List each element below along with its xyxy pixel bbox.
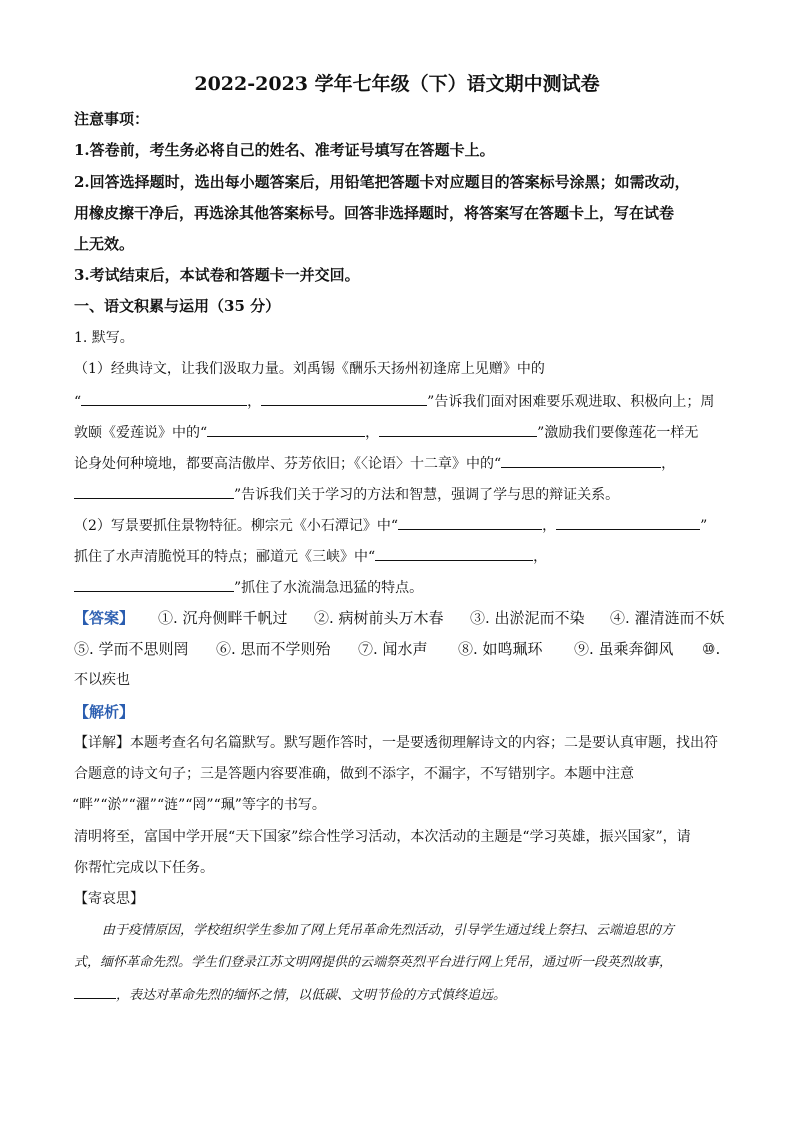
question-1-label: 1. 默写。 xyxy=(74,330,134,346)
passage-answer-blank[interactable] xyxy=(74,985,116,999)
page-title: 2022-2023 学年七年级（下）语文期中测试卷 xyxy=(194,73,600,95)
part-2-b-start: 抓住了水声清脆悦耳的特点；郦道元《三峡》中“ xyxy=(74,549,376,565)
answer-item-5: ⑤. 学而不思则罔 xyxy=(74,640,189,658)
context-line-2: 你帮忙完成以下任务。 xyxy=(74,860,214,876)
answer-blank-1[interactable] xyxy=(81,390,247,406)
part-2-close-quote: ” xyxy=(700,518,708,534)
question-1-part-2-line-c xyxy=(74,576,423,598)
context-line-1: 清明将至，富国中学开展“天下国家”综合性学习活动，本次活动的主题是“学习英雄，振兴国家”，请 xyxy=(74,829,691,845)
section-jiaisi: 【寄哀思】 xyxy=(74,891,144,907)
detail-line-2: 合题意的诗文句子；三是答题内容要准确，做到不添字，不漏字，不写错别字。本题中注意 xyxy=(74,766,634,782)
notice-item-2-line-2: 用橡皮擦干净后，再选涂其他答案标号。回答非选择题时，将答案写在答题卡上，写在试卷 xyxy=(74,204,675,222)
comma: ， xyxy=(533,549,548,565)
detail-line-1: 【详解】本题考查名句名篇默写。默写题作答时，一是要透彻理解诗文的内容；二是要认真审题，找出符 xyxy=(74,735,718,751)
comma: ， xyxy=(542,518,557,534)
line-e-end: ”告诉我们关于学习的方法和智慧，强调了学与思的辩证关系。 xyxy=(234,487,620,503)
line-c-start: 敦颐《爱莲说》中的“ xyxy=(74,425,208,441)
line-c-end: ”激励我们要像莲花一样无 xyxy=(537,425,699,441)
answer-blank-4[interactable] xyxy=(379,421,537,437)
notice-item-2-line-3: 上无效。 xyxy=(74,235,135,253)
answer-blank-9[interactable] xyxy=(375,545,533,561)
answer-item-9: ⑨. 虽乘奔御风 xyxy=(574,640,674,658)
question-1-part-1-intro: （1）经典诗文，让我们汲取力量。刘禹锡《酬乐天扬州初逢席上见赠》中的 xyxy=(74,361,545,377)
notice-item-3: 3.考试结束后，本试卷和答题卡一并交回。 xyxy=(74,266,360,284)
answer-blank-7[interactable] xyxy=(398,514,542,530)
answer-blank-8[interactable] xyxy=(556,514,700,530)
passage-line-1: 由于疫情原因，学校组织学生参加了网上凭吊革命先烈活动，引导学生通过线上祭扫、云端追思的方 xyxy=(102,923,675,938)
answer-blank-2[interactable] xyxy=(261,390,427,406)
part-2-c-end: ”抓住了水流湍急迅猛的特点。 xyxy=(234,580,424,596)
answer-item-6: ⑥. 思而不学则殆 xyxy=(216,640,331,658)
question-1-line-b xyxy=(74,390,714,412)
section-heading: 一、语文积累与运用（35 分） xyxy=(74,297,281,315)
answer-tail: 不以疾也 xyxy=(74,672,130,688)
passage-line-2: 式，缅怀革命先烈。学生们登录江苏文明网提供的云端祭英烈平台进行网上凭吊，通过听一段英烈故事， xyxy=(74,955,673,970)
answer-item-3: ③. 出淤泥而不染 xyxy=(470,609,585,627)
passage-line-3-text: ，表达对革命先烈的缅怀之情，以低碳、文明节俭的方式慎终追远。 xyxy=(116,988,507,1003)
answer-item-2: ②. 病树前头万木春 xyxy=(314,609,444,627)
answer-item-1: ①. 沉舟侧畔千帆过 xyxy=(158,609,288,627)
open-quote: “ xyxy=(74,394,82,410)
line-b-end: ”告诉我们面对困难要乐观进取、积极向上；周 xyxy=(427,394,715,410)
answer-item-8: ⑧. 如鸣珮环 xyxy=(458,640,543,658)
comma: ， xyxy=(661,456,676,472)
question-1-part-2-line-a xyxy=(74,514,707,536)
comma: ， xyxy=(365,425,380,441)
detail-line-3: “畔”“淤”“濯”“涟”“罔”“珮”等字的书写。 xyxy=(72,797,326,813)
answer-blank-10[interactable] xyxy=(74,576,234,592)
analysis-label: 【解析】 xyxy=(74,703,135,721)
question-1-line-d xyxy=(74,452,675,474)
answer-blank-6[interactable] xyxy=(74,483,234,499)
answer-item-4: ④. 濯清涟而不妖 xyxy=(610,609,725,627)
notice-item-2-line-1: 2.回答选择题时，选出每小题答案后，用铅笔把答题卡对应题目的答案标号涂黑；如需改动， xyxy=(74,173,690,191)
answer-blank-3[interactable] xyxy=(207,421,365,437)
answer-item-7: ⑦. 闻水声 xyxy=(358,640,428,658)
question-1-line-e xyxy=(74,483,619,505)
answer-label: 【答案】 xyxy=(74,609,135,627)
passage-line-3 xyxy=(74,985,506,1006)
question-1-part-2-line-b xyxy=(74,545,547,567)
answer-item-10: ⑩. xyxy=(702,640,721,658)
answer-blank-5[interactable] xyxy=(501,452,661,468)
comma: ， xyxy=(247,394,262,410)
line-d-start: 论身处何种境地，都要高洁傲岸、芬芳依旧；《〈论语〉十二章》中的“ xyxy=(74,456,502,472)
notice-heading: 注意事项： xyxy=(74,110,150,128)
notice-item-1: 1.答卷前，考生务必将自己的姓名、准考证号填写在答题卡上。 xyxy=(74,141,495,159)
question-1-line-c xyxy=(74,421,698,443)
part-2-start: （2）写景要抓住景物特征。柳宗元《小石潭记》中“ xyxy=(74,518,399,534)
